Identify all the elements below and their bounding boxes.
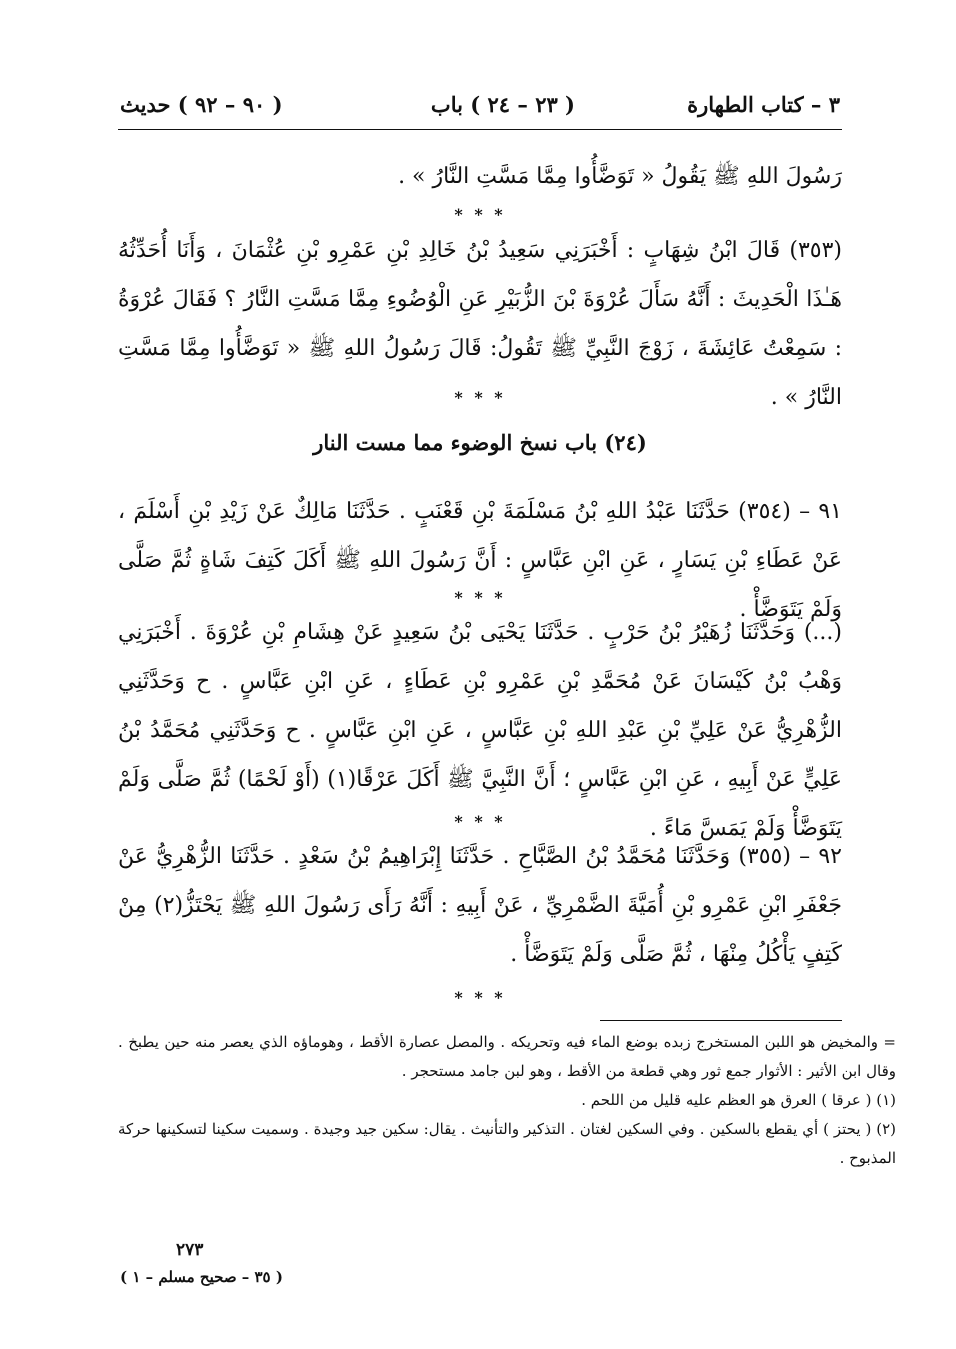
header-chapter-range: ( ٢٣ – ٢٤ ) باب [430, 92, 575, 117]
page-header [120, 88, 840, 128]
paragraph-hadith-353: (٣٥٣) قَالَ ابْنُ شِهَابٍ : أَخْبَرَنِي سَعِيدُ بْنُ خَالِدِ بْنِ عَمْرِو بْنِ عُثْمَانَ ، وَأَنَا أُحَدِّثُهُ هَـٰذَا الْحَدِيثَ : أَنَّهُ سَأَلَ عُرْوَةَ بْنَ الزُّبَيْرِ عَنِ الْوُضُوءِ مِمَّا مَسَّتِ النَّارُ ؟ فَقَالَ عُرْوَةُ : سَمِعْتُ عَائِشَةَ ، زَوْجَ النَّبِيِّ ﷺ تَقُولُ: قَالَ رَسُولُ اللهِ ﷺ « تَوَضَّأُوا مِمَّا مَسَّتِ النَّارُ » . [118, 238, 842, 410]
footnote-2: (٢) ( يحتز ) أي يقطع بالسكين . وفي السكين لغتان . التذكير والتأنيث . يقال: سكين جيد وجيدة . وسميت سكينا لتسكينها حركة المذبوح . [118, 1120, 896, 1167]
volume-signature: ( ٣٥ – صحيح مسلم – ١ ) [120, 1268, 283, 1286]
footnote-continuation: = والمخيض هو اللبن المستخرج زبده بوضع الماء فيه وتحريكه . والمصل عصارة الأقط ، وهوماؤه الذي يعصر منه حين يطبخ . وقال ابن الأثير : الأثوار جمع ثور وهي قطعة من الأقط ، وهو لبن جامد مستحجر . [118, 1033, 896, 1080]
separator-stars: * * * [454, 812, 506, 831]
paragraph-continuation: رَسُولَ اللهِ ﷺ يَقُولُ « تَوَضَّأُوا مِمَّا مَسَّتِ النَّارُ » . [398, 164, 842, 189]
paragraph-hadith-91-chain: (...) وَحَدَّثَنَا زُهَيْرُ بْنُ حَرْبٍ . حَدَّثَنَا يَحْيَى بْنُ سَعِيدٍ عَنْ هِشَامِ بْنِ عُرْوَةَ . أَخْبَرَنِي وَهْبُ بْنُ كَيْسَانَ عَنْ مُحَمَّدِ بْنِ عَمْرِو بْنِ عَطَاءٍ ، عَنِ ابْنِ عَبَّاسٍ . ح وَحَدَّثَنِي الزُّهْرِيُّ عَنْ عَلِيِّ بْنِ عَبْدِ اللهِ بْنِ عَبَّاسٍ ، عَنِ ابْنِ عَبَّاسٍ . ح وَحَدَّثَنِي مُحَمَّدُ بْنُ عَلِيٍّ عَنْ أَبِيهِ ، عَنِ ابْنِ عَبَّاسٍ ؛ أَنَّ النَّبِيَّ ﷺ أَكَلَ عَرْقًا(١) (أَوْ لَحْمًا) ثُمَّ صَلَّى وَلَمْ يَتَوَضَّأْ وَلَمْ يَمَسَّ مَاءً . [118, 620, 843, 841]
chapter-title: (٢٤) باب نسخ الوضوء مما مست النار [313, 430, 647, 455]
page-number: ٢٧٣ [176, 1240, 204, 1260]
header-divider [118, 129, 842, 130]
header-hadith-range: ( ٩٠ – ٩٢ ) حديث [120, 92, 283, 117]
footnotes [118, 1028, 896, 1173]
footnote-divider [600, 1020, 842, 1021]
separator-stars: * * * [454, 588, 506, 607]
paragraph-hadith-92: ٩٢ – (٣٥٥) وَحَدَّثَنَا مُحَمَّدُ بْنُ الصَّبَّاحِ . حَدَّثَنَا إِبْرَاهِيمُ بْنُ سَعْدٍ . حَدَّثَنَا الزُّهْرِيُّ عَنْ جَعْفَرِ ابْنِ عَمْرِو بْنِ أُمَيَّةَ الضَّمْرِيِّ ، عَنْ أَبِيهِ : أَنَّهُ رَأَى رَسُولَ اللهِ ﷺ يَحْتَزُّ(٢) مِنْ كَتِفٍ يَأْكُلُ مِنْهَا ، ثُمَّ صَلَّى وَلَمْ يَتَوَضَّأْ . [118, 844, 843, 967]
separator-stars: * * * [454, 988, 506, 1007]
separator-stars: * * * [454, 205, 506, 224]
footnote-1: (١) ( عرقا ) العرق هو العظم عليه قليل من اللحم . [581, 1091, 896, 1109]
paragraph-hadith-91: ٩١ – (٣٥٤) حَدَّثَنَا عَبْدُ اللهِ بْنُ مَسْلَمَةَ بْنِ قَعْنَبٍ . حَدَّثَنَا مَالِكٌ عَنْ زَيْدِ بْنِ أَسْلَمَ ، عَنْ عَطَاءِ بْنِ يَسَارٍ ، عَنِ ابْنِ عَبَّاسٍ : أَنَّ رَسُولَ اللهِ ﷺ أَكَلَ كَتِفَ شَاةٍ ثُمَّ صَلَّى وَلَمْ يَتَوَضَّأْ . [118, 499, 842, 622]
separator-stars: * * * [454, 388, 506, 407]
header-book-title: ٣ – كتاب الطهارة [687, 92, 840, 117]
